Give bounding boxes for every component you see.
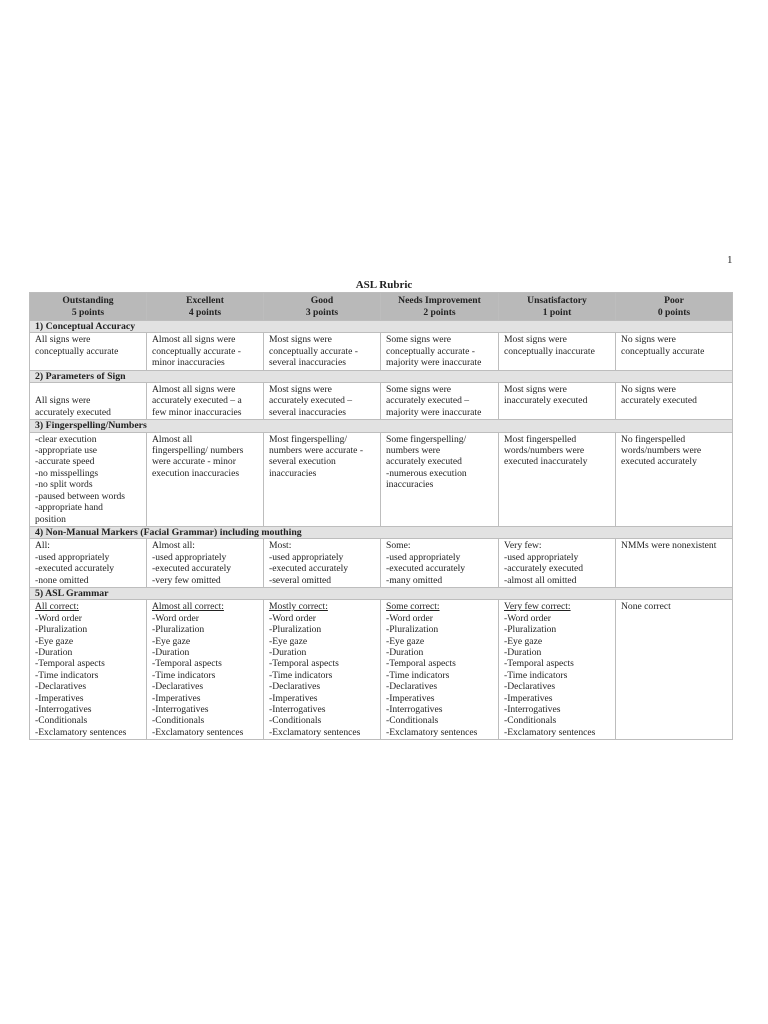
cell-line: -Pluralization <box>269 624 322 636</box>
level-name: Excellent <box>186 295 224 307</box>
cell-line: -appropriate use <box>35 445 98 457</box>
cell-line: -Conditionals <box>269 715 322 727</box>
rubric-cell <box>30 432 147 526</box>
cell-line: Most signs were <box>504 334 567 346</box>
rubric-cell <box>147 539 264 588</box>
rubric-cell <box>30 600 147 740</box>
cell-line: execution inaccuracies <box>152 467 240 479</box>
cell-line: -Imperatives <box>386 692 435 704</box>
cell-line: accurately executed <box>621 395 697 407</box>
cell-line: few minor inaccuracies <box>152 406 242 418</box>
cell-line: -Declaratives <box>269 681 321 693</box>
rubric-cell <box>264 600 381 740</box>
cell-line: -Imperatives <box>269 692 318 704</box>
cell-line: Almost all correct: <box>152 601 224 613</box>
cell-line: majority were inaccurate <box>386 406 482 418</box>
cell-line: -Duration <box>386 646 424 658</box>
cell-line: Very few correct: <box>504 601 571 613</box>
cell-line: Most fingerspelling/ <box>269 433 348 445</box>
level-points: 3 points <box>305 306 339 318</box>
criteria-row <box>30 333 733 370</box>
level-points: 1 point <box>542 306 572 318</box>
cell-line: words/numbers were <box>504 445 585 457</box>
cell-line: -Word order <box>504 612 551 624</box>
cell-line: accurately executed – <box>386 395 470 407</box>
cell-line: accurately executed <box>386 456 462 468</box>
cell-line: Almost all <box>152 433 193 445</box>
cell-line: -Pluralization <box>504 624 557 636</box>
cell-line: -no misspellings <box>35 467 99 479</box>
level-header-good <box>264 293 381 321</box>
section-title: 4) Non-Manual Markers (Facial Grammar) including mouthing <box>30 526 733 538</box>
cell-line: -Interrogatives <box>35 704 92 715</box>
criteria-row <box>30 539 733 588</box>
cell-line: -Duration <box>152 646 190 658</box>
level-name: Good <box>310 295 334 307</box>
cell-line: Most signs were <box>269 334 332 346</box>
cell-line: accurately executed – <box>269 395 353 407</box>
cell-line: -used appropriately <box>35 551 110 563</box>
cell-line: -Exclamatory sentences <box>504 726 596 738</box>
section-header-row <box>30 587 733 599</box>
cell-line: -Word order <box>35 612 82 624</box>
section-header-row <box>30 420 733 432</box>
header-row <box>30 293 733 321</box>
cell-line: None correct <box>621 601 671 613</box>
cell-line: -Conditionals <box>35 715 88 727</box>
cell-line: -Time indicators <box>386 669 450 681</box>
cell-line: -accurately executed <box>504 563 584 575</box>
cell-line: -no split words <box>35 479 93 491</box>
section-title: 1) Conceptual Accuracy <box>30 321 733 333</box>
cell-line: conceptually accurate <box>35 345 119 357</box>
cell-line: -none omitted <box>35 574 89 586</box>
cell-line: Almost all signs were <box>152 384 236 396</box>
cell-line: fingerspelling/ numbers <box>152 445 244 457</box>
cell-line: Some signs were <box>386 384 452 396</box>
level-points: 5 points <box>71 306 105 318</box>
rubric-cell <box>499 383 616 420</box>
rubric-cell <box>264 383 381 420</box>
cell-line: inaccurately executed <box>504 395 588 407</box>
cell-line: -Word order <box>269 612 316 624</box>
document-title: ASL Rubric <box>355 279 413 291</box>
cell-line: -executed accurately <box>35 563 115 575</box>
cell-line: executed inaccurately <box>504 456 588 468</box>
cell-line: -Exclamatory sentences <box>386 726 478 738</box>
rubric-cell <box>147 333 264 370</box>
cell-line: -Eye gaze <box>269 635 308 647</box>
level-name: Poor <box>664 295 684 307</box>
cell-line: No signs were <box>621 334 676 346</box>
cell-line: -used appropriately <box>269 551 344 563</box>
cell-line: -Eye gaze <box>386 635 425 647</box>
rubric-cell <box>264 432 381 526</box>
rubric-cell <box>30 539 147 588</box>
cell-line: several inaccuracies <box>269 357 346 369</box>
cell-line: All: <box>35 540 50 552</box>
section-header-row <box>30 526 733 538</box>
rubric-cell <box>616 383 733 420</box>
rubric-cell <box>147 432 264 526</box>
cell-line: position <box>35 513 66 525</box>
rubric-cell <box>381 600 499 740</box>
cell-line: -Pluralization <box>35 624 88 636</box>
cell-line: -Interrogatives <box>152 704 209 715</box>
cell-line: accurately executed – a <box>152 395 242 407</box>
cell-line: -Declaratives <box>152 681 204 693</box>
cell-line: -Temporal aspects <box>152 658 222 670</box>
cell-line: -Duration <box>269 646 307 658</box>
cell-line: were accurate - minor <box>152 456 236 468</box>
cell-line: No fingerspelled <box>621 433 686 445</box>
cell-line: -Imperatives <box>152 692 201 704</box>
level-name: Outstanding <box>62 295 114 307</box>
rubric-cell <box>616 539 733 588</box>
criteria-row <box>30 600 733 740</box>
cell-line: -Duration <box>504 646 542 658</box>
section-title: 2) Parameters of Sign <box>30 370 733 382</box>
cell-line: -Declaratives <box>35 681 87 693</box>
cell-line: executed accurately <box>621 456 697 468</box>
cell-line: Some: <box>386 540 411 552</box>
criteria-row <box>30 383 733 420</box>
cell-line: -used appropriately <box>504 551 579 563</box>
cell-line: majority were inaccurate <box>386 357 482 369</box>
cell-line: -Time indicators <box>504 669 568 681</box>
rubric-table <box>29 292 733 740</box>
rubric-body <box>30 321 733 740</box>
level-header-needs-improvement <box>381 293 499 321</box>
cell-line: -accurate speed <box>35 456 95 468</box>
cell-line: Almost all: <box>152 540 195 552</box>
cell-line: -executed accurately <box>269 563 349 575</box>
cell-line: -Word order <box>152 612 199 624</box>
cell-line: -Interrogatives <box>269 704 326 715</box>
rubric-cell <box>616 600 733 740</box>
level-header-excellent <box>147 293 264 321</box>
cell-line: -Duration <box>35 646 73 658</box>
cell-line: minor inaccuracies <box>152 357 225 369</box>
rubric-cell <box>264 333 381 370</box>
cell-line: Some correct: <box>386 601 440 613</box>
rubric-cell <box>499 539 616 588</box>
rubric-cell <box>147 600 264 740</box>
level-header-outstanding <box>30 293 147 321</box>
cell-line: -Conditionals <box>152 715 205 727</box>
cell-line: -executed accurately <box>152 563 232 575</box>
rubric-cell <box>381 333 499 370</box>
cell-line: -Temporal aspects <box>386 658 456 670</box>
rubric-cell <box>499 333 616 370</box>
cell-line: -Eye gaze <box>152 635 191 647</box>
cell-line: Most: <box>269 540 292 552</box>
cell-line: -Temporal aspects <box>504 658 574 670</box>
criteria-row <box>30 432 733 526</box>
cell-line: -many omitted <box>386 574 443 586</box>
rubric-cell <box>499 600 616 740</box>
cell-line: accurately executed <box>35 406 111 418</box>
section-title: 5) ASL Grammar <box>30 587 733 599</box>
section-header-row <box>30 370 733 382</box>
level-name: Unsatisfactory <box>527 295 587 307</box>
cell-line: -Word order <box>386 612 433 624</box>
cell-line: Almost all signs were <box>152 334 236 346</box>
cell-line: -Exclamatory sentences <box>152 726 244 738</box>
section-title: 3) Fingerspelling/Numbers <box>30 420 733 432</box>
cell-line: -Time indicators <box>152 669 216 681</box>
cell-line: -Eye gaze <box>35 635 74 647</box>
cell-line: Mostly correct: <box>269 601 328 613</box>
cell-line: Most signs were <box>504 384 567 396</box>
cell-line: inaccuracies <box>269 467 317 479</box>
rubric-cell <box>381 539 499 588</box>
cell-line: NMMs were nonexistent <box>621 540 717 552</box>
cell-line: All correct: <box>35 601 79 613</box>
cell-line: Most fingerspelled <box>504 433 577 445</box>
cell-line: conceptually accurate - <box>269 345 358 357</box>
cell-line: -numerous execution <box>386 467 467 479</box>
level-points: 2 points <box>423 306 456 318</box>
cell-line: Most signs were <box>269 384 332 396</box>
cell-line: -almost all omitted <box>504 574 577 586</box>
rubric-cell <box>499 432 616 526</box>
cell-line: -Temporal aspects <box>269 658 339 670</box>
level-points: 0 points <box>657 306 691 318</box>
rubric-cell <box>616 333 733 370</box>
cell-line: Some signs were <box>386 334 452 346</box>
cell-line: -very few omitted <box>152 574 221 586</box>
cell-line: No signs were <box>621 384 676 396</box>
cell-line: Some fingerspelling/ <box>386 433 467 445</box>
cell-line: -Conditionals <box>504 715 557 727</box>
cell-line: -Temporal aspects <box>35 658 105 670</box>
cell-line: All signs were <box>35 334 91 346</box>
cell-line: several inaccuracies <box>269 406 346 418</box>
cell-line: inaccuracies <box>386 479 434 491</box>
rubric-cell <box>30 333 147 370</box>
cell-line: -paused between words <box>35 490 126 502</box>
level-points: 4 points <box>188 306 222 318</box>
cell-line: -Exclamatory sentences <box>35 726 127 738</box>
cell-line: -Conditionals <box>386 715 439 727</box>
section-header-row <box>30 321 733 333</box>
cell-line: -Exclamatory sentences <box>269 726 361 738</box>
cell-line: -Interrogatives <box>386 704 443 715</box>
cell-line: conceptually accurate - <box>386 345 475 357</box>
level-name: Needs Improvement <box>398 295 481 307</box>
cell-line: -used appropriately <box>386 551 461 563</box>
cell-line: -Imperatives <box>504 692 553 704</box>
rubric-cell <box>264 539 381 588</box>
cell-line: Very few: <box>504 540 542 552</box>
cell-line: -Eye gaze <box>504 635 543 647</box>
level-header-unsatisfactory <box>499 293 616 321</box>
cell-line <box>35 384 141 395</box>
level-header-poor <box>616 293 733 321</box>
cell-line: conceptually accurate <box>621 345 705 357</box>
cell-line: conceptually inaccurate <box>504 345 595 357</box>
cell-line: -Time indicators <box>35 669 99 681</box>
cell-line: -used appropriately <box>152 551 227 563</box>
cell-line: -several omitted <box>269 574 332 586</box>
rubric-cell <box>616 432 733 526</box>
rubric-cell <box>381 432 499 526</box>
page-number: 1 <box>727 254 733 266</box>
cell-line: -Declaratives <box>504 681 556 693</box>
rubric-cell <box>381 383 499 420</box>
cell-line: -Pluralization <box>152 624 205 636</box>
cell-line: -executed accurately <box>386 563 466 575</box>
cell-line: -Interrogatives <box>504 704 561 715</box>
cell-line: words/numbers were <box>621 445 702 457</box>
cell-line: -Imperatives <box>35 692 84 704</box>
cell-line: -Time indicators <box>269 669 333 681</box>
rubric-cell <box>30 383 147 420</box>
cell-line: several execution <box>269 456 336 468</box>
cell-line: numbers were accurate - <box>269 445 364 457</box>
cell-line: -appropriate hand <box>35 502 103 514</box>
rubric-cell <box>147 383 264 420</box>
cell-line: All signs were <box>35 395 91 407</box>
cell-line: -Declaratives <box>386 681 438 693</box>
cell-line: numbers were <box>386 445 441 457</box>
cell-line: -Pluralization <box>386 624 439 636</box>
cell-line: conceptually accurate - <box>152 345 241 357</box>
cell-line: -clear execution <box>35 433 97 445</box>
